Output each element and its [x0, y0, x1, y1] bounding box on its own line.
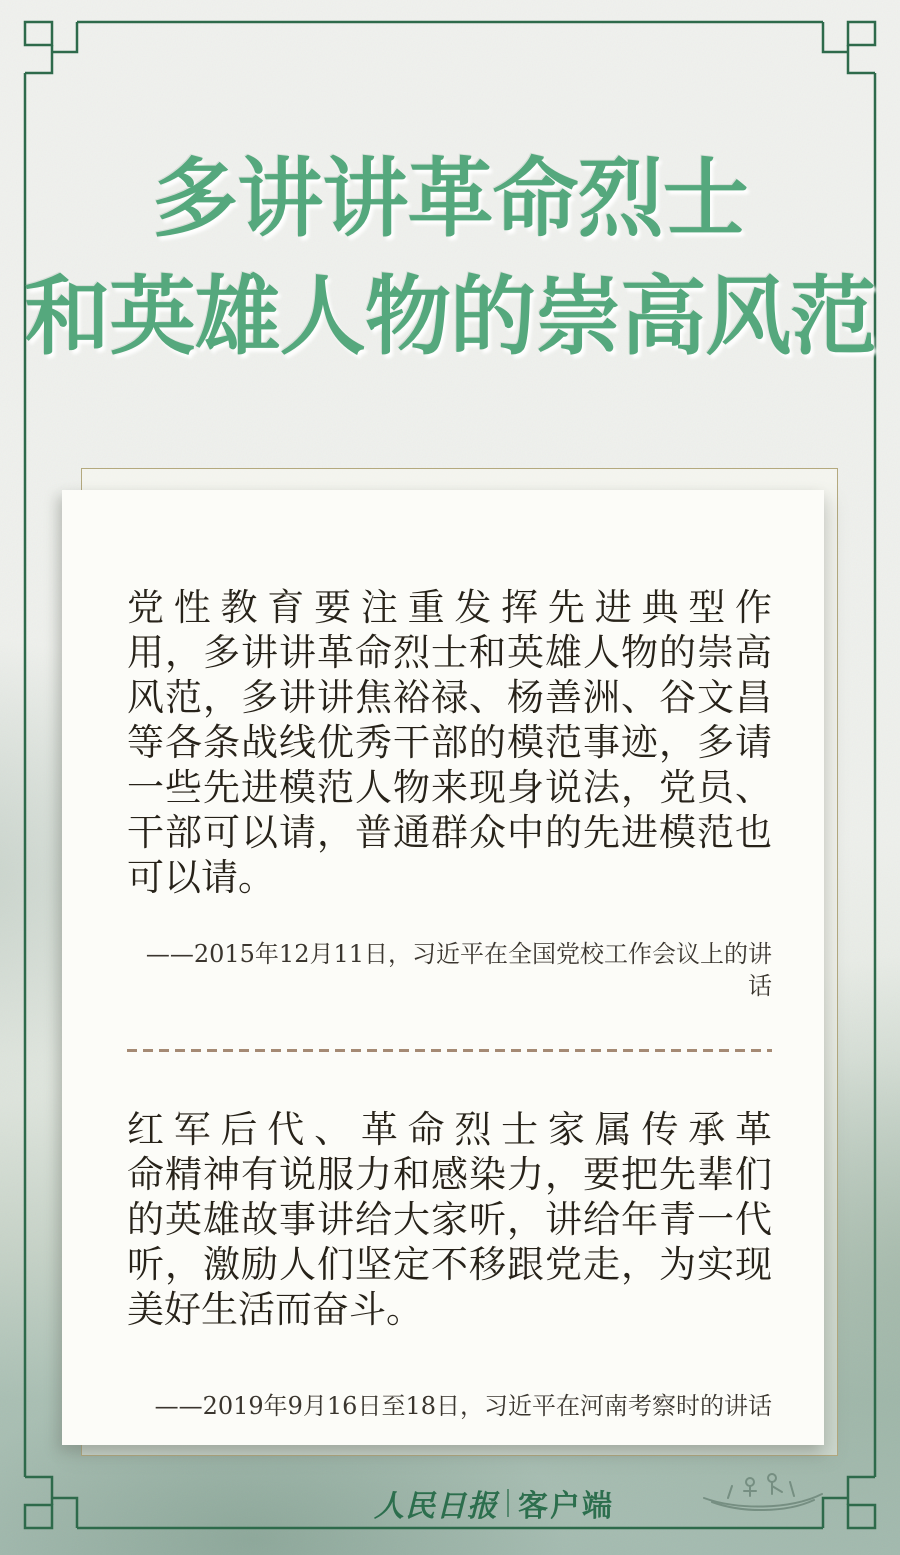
quote-line: 命精神有说服力和感染力，要把先辈们 — [127, 1153, 772, 1196]
quote-2-text — [127, 1107, 772, 1332]
poster-title-line2: 和英雄人物的崇高风范 — [24, 269, 876, 365]
brand-script-logo: 人民日报 — [374, 1489, 498, 1524]
quote-line: 风范，多讲讲焦裕禄、杨善洲、谷文昌 — [127, 676, 772, 719]
brand-footer — [44, 1481, 900, 1525]
quote-line: 美好生活而奋斗。 — [127, 1288, 423, 1331]
quote-line: 可以请。 — [127, 856, 275, 899]
quote-card — [62, 490, 824, 1445]
quote-line: 听，激励人们坚定不移跟党走，为实现 — [127, 1243, 772, 1286]
quote-1-text — [127, 585, 772, 900]
quote-line: 红军后代、革命烈士家属传承革 — [127, 1108, 772, 1151]
quote-1-attribution: ——2015年12月11日，习近平在全国党校工作会议上的讲话 — [145, 940, 772, 1000]
quote-line: 等各条战线优秀干部的模范事迹，多请 — [127, 721, 772, 764]
poster-title-line1: 多讲讲革命烈士 — [152, 151, 748, 247]
quote-line: 的英雄故事讲给大家听，讲给年青一代 — [127, 1198, 772, 1241]
poster-title — [0, 140, 900, 376]
brand-suffix-label: 客户端 — [518, 1490, 614, 1523]
quote-2-attribution: ——2019年9月16日至18日，习近平在河南考察时的讲话 — [154, 1392, 772, 1420]
quote-block-2 — [62, 1052, 824, 1422]
quote-line: 干部可以请，普通群众中的先进模范也 — [127, 811, 772, 854]
brand-divider-bar — [507, 1489, 509, 1517]
quote-block-1 — [62, 490, 824, 1002]
quote-line: 用，多讲讲革命烈士和英雄人物的崇高 — [127, 631, 772, 674]
quote-line: 党性教育要注重发挥先进典型作 — [127, 586, 772, 629]
quote-line: 一些先进模范人物来现身说法，党员、 — [127, 766, 772, 809]
